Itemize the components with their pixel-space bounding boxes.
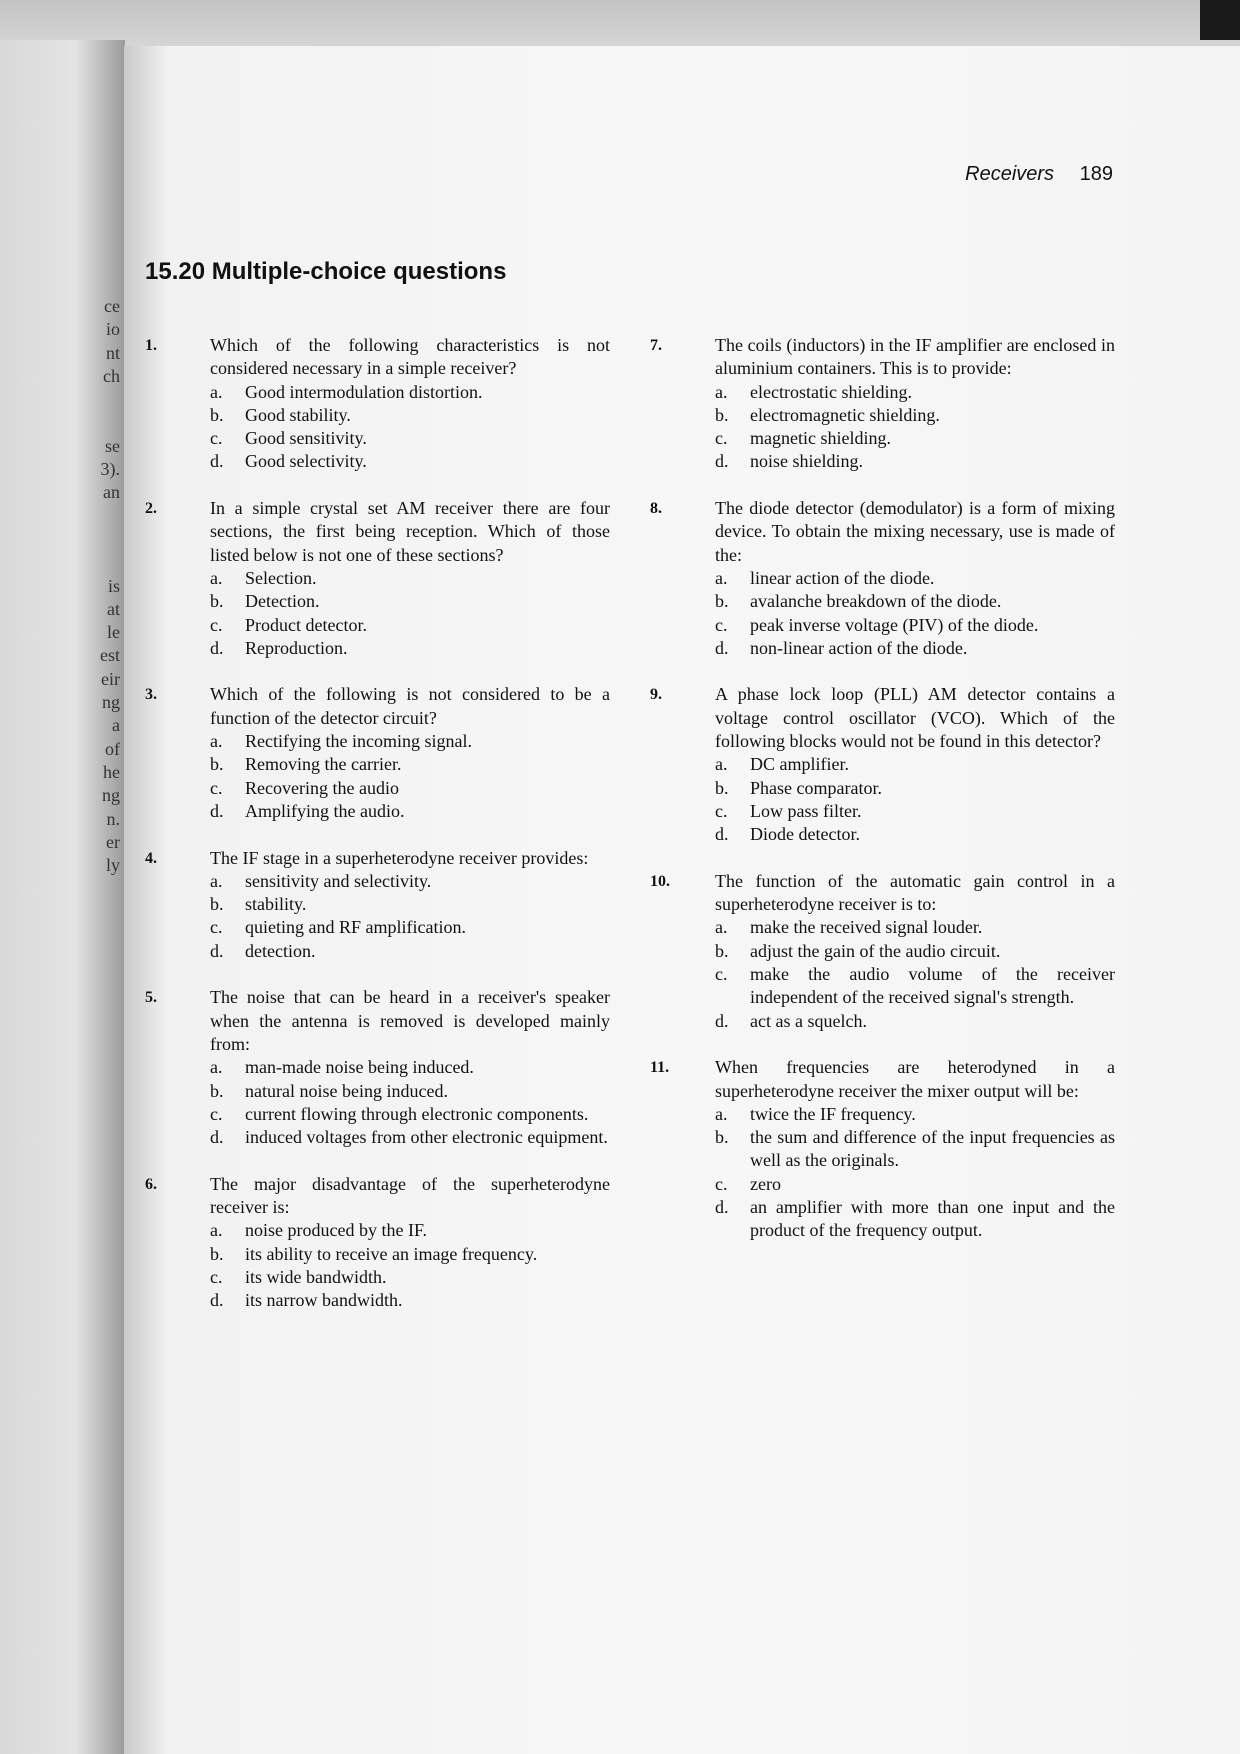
left-page-fragment: n. — [106, 808, 120, 829]
option-text: its wide bandwidth. — [245, 1266, 387, 1287]
left-page-fragment — [0, 505, 120, 528]
answer-option — [715, 1126, 1115, 1173]
option-text: magnetic shielding. — [750, 428, 891, 449]
option-letter: b. — [715, 1127, 729, 1148]
option-text: Good stability. — [245, 404, 351, 425]
option-text: Detection. — [245, 591, 320, 612]
left-page-fragment: se — [105, 435, 120, 456]
answer-option — [715, 963, 1115, 1010]
answer-option — [715, 567, 1115, 590]
option-letter: d. — [715, 824, 729, 845]
option-text: Amplifying the audio. — [245, 800, 405, 821]
option-text: Good selectivity. — [245, 451, 367, 472]
option-letter: a. — [210, 567, 223, 588]
page-number: 189 — [1079, 163, 1113, 185]
question-number: 8. — [650, 500, 662, 518]
option-text: stability. — [245, 894, 307, 915]
option-letter: d. — [715, 1196, 729, 1217]
question-item — [145, 1173, 610, 1313]
question-stem: Which of the following characteristics is not considered necessary in a simple receiver? — [210, 335, 610, 379]
left-page-fragment: eir — [101, 668, 120, 689]
scan-corner-shadow — [1200, 0, 1240, 40]
running-header — [965, 163, 1113, 186]
option-text: act as a squelch. — [750, 1010, 867, 1031]
answer-option — [715, 940, 1115, 963]
answer-option — [210, 1243, 610, 1266]
option-letter: c. — [210, 917, 223, 938]
option-text: Good sensitivity. — [245, 428, 367, 449]
answer-option — [210, 916, 610, 939]
answer-option — [715, 381, 1115, 404]
left-page-fragment — [0, 388, 120, 411]
question-stem: Which of the following is not considered to be a function of the detector circuit? — [210, 684, 610, 728]
answer-option — [210, 870, 610, 893]
left-page-fragment: ng — [102, 785, 120, 806]
question-number: 11. — [650, 1059, 670, 1077]
option-text: linear action of the diode. — [750, 567, 935, 588]
question-item — [650, 334, 1115, 474]
option-text: natural noise being induced. — [245, 1080, 448, 1101]
option-letter: c. — [210, 1266, 223, 1287]
answer-option — [715, 753, 1115, 776]
left-page-fragment — [0, 528, 120, 551]
left-page-fragment — [0, 411, 120, 434]
question-item — [650, 497, 1115, 660]
answer-option — [210, 1266, 610, 1289]
question-stem: A phase lock loop (PLL) AM detector contains a voltage control oscillator (VCO). Which of the following blocks would not be found in this detector? — [715, 684, 1115, 752]
option-text: adjust the gain of the audio circuit. — [750, 940, 1001, 961]
answer-option — [715, 1010, 1115, 1033]
question-number: 1. — [145, 337, 157, 354]
answer-option — [210, 567, 610, 590]
option-letter: b. — [715, 591, 729, 612]
question-number: 5. — [145, 989, 157, 1007]
option-letter: d. — [210, 451, 224, 472]
left-facing-page — [0, 40, 125, 1754]
option-text: Product detector. — [245, 614, 367, 635]
answer-option — [210, 1080, 610, 1103]
option-letter: c. — [715, 964, 728, 985]
left-page-fragment: 3). — [100, 459, 120, 480]
question-item — [650, 1056, 1115, 1242]
question-stem: The diode detector (demodulator) is a form of mixing device. To obtain the mixing necessary, use is made of the: — [715, 498, 1115, 565]
option-letter: d. — [210, 1127, 224, 1148]
question-number: 6. — [145, 1175, 157, 1193]
option-text: Low pass filter. — [750, 800, 862, 821]
option-text: peak inverse voltage (PIV) of the diode. — [750, 614, 1039, 635]
option-letter: a. — [715, 381, 728, 402]
option-letter: b. — [210, 1080, 224, 1101]
answer-option — [210, 427, 610, 450]
question-number: 4. — [145, 849, 157, 867]
option-letter: a. — [715, 754, 728, 775]
question-item — [145, 334, 610, 474]
option-letter: d. — [715, 1010, 729, 1031]
option-text: noise produced by the IF. — [245, 1220, 428, 1241]
question-item — [650, 870, 1115, 1033]
left-page-fragment — [0, 551, 120, 574]
option-text: induced voltages from other electronic equipment. — [245, 1127, 608, 1148]
option-text: an amplifier with more than one input and the product of the frequency output. — [750, 1196, 1115, 1241]
answer-option — [210, 450, 610, 473]
option-letter: b. — [210, 591, 224, 612]
answer-option — [715, 590, 1115, 613]
answer-option — [715, 614, 1115, 637]
option-text: detection. — [245, 940, 316, 961]
option-text: its narrow bandwidth. — [245, 1290, 403, 1311]
option-letter: d. — [210, 940, 224, 961]
option-text: make the received signal louder. — [750, 917, 983, 938]
answer-option — [210, 637, 610, 660]
option-letter: d. — [715, 451, 729, 472]
option-text: avalanche breakdown of the diode. — [750, 591, 1002, 612]
question-stem: The noise that can be heard in a receiver's speaker when the antenna is removed is developed mainly from: — [210, 987, 610, 1054]
left-page-fragment: an — [103, 482, 120, 503]
left-page-text-fragments — [0, 295, 120, 877]
option-text: quieting and RF amplification. — [245, 917, 466, 938]
section-heading: 15.20 Multiple-choice questions — [145, 258, 507, 285]
answer-option — [715, 800, 1115, 823]
option-text: Recovering the audio — [245, 777, 399, 798]
question-stem: The IF stage in a superheterodyne receiver provides: — [210, 847, 589, 868]
option-letter: a. — [210, 1220, 223, 1241]
left-page-fragment: of — [105, 738, 120, 759]
option-letter: b. — [210, 404, 224, 425]
question-number: 2. — [145, 500, 157, 518]
option-letter: c. — [210, 614, 223, 635]
option-text: the sum and difference of the input frequencies as well as the originals. — [750, 1127, 1115, 1171]
left-page-fragment: io — [105, 319, 120, 340]
option-text: Phase comparator. — [750, 777, 882, 798]
option-text: current flowing through electronic components. — [245, 1103, 589, 1124]
option-letter: d. — [210, 800, 224, 821]
question-item — [145, 986, 610, 1149]
option-text: DC amplifier. — [750, 754, 849, 775]
answer-option — [715, 427, 1115, 450]
option-text: non-linear action of the diode. — [750, 637, 968, 658]
option-text: make the audio volume of the receiver independent of the received signal's strength. — [750, 964, 1115, 1008]
question-stem: When frequencies are heterodyned in a superheterodyne receiver the mixer output will be: — [715, 1057, 1115, 1101]
answer-option — [210, 1126, 610, 1149]
answer-option — [210, 940, 610, 963]
option-letter: b. — [715, 940, 729, 961]
option-letter: c. — [715, 800, 728, 821]
scan-top-edge — [0, 0, 1240, 48]
left-page-fragment: ce — [104, 296, 120, 316]
option-letter: a. — [210, 870, 223, 891]
answer-option — [210, 777, 610, 800]
option-text: Diode detector. — [750, 824, 860, 845]
option-letter: b. — [715, 777, 729, 798]
option-text: zero — [750, 1173, 781, 1194]
right-column — [650, 334, 1115, 1266]
option-letter: a. — [210, 1057, 223, 1078]
answer-option — [210, 893, 610, 916]
option-letter: d. — [715, 637, 729, 658]
left-page-fragment: is — [107, 575, 120, 596]
question-item — [145, 683, 610, 823]
left-page-fragment: est — [100, 645, 120, 666]
option-letter: c. — [210, 1103, 223, 1124]
option-letter: c. — [715, 1173, 728, 1194]
answer-option — [715, 1103, 1115, 1126]
running-header-title: Receivers — [965, 163, 1055, 185]
question-stem: The coils (inductors) in the IF amplifier are enclosed in aluminium containers. This is to provide: — [715, 335, 1115, 379]
answer-option — [210, 590, 610, 613]
answer-option — [210, 1103, 610, 1126]
option-letter: c. — [210, 428, 223, 449]
option-text: Good intermodulation distortion. — [245, 381, 483, 402]
question-stem: The major disadvantage of the superheterodyne receiver is: — [210, 1173, 610, 1217]
option-letter: c. — [715, 614, 728, 635]
question-item — [650, 683, 1115, 846]
question-stem: The function of the automatic gain control in a superheterodyne receiver is to: — [715, 870, 1115, 915]
option-letter: b. — [715, 404, 729, 425]
answer-option — [210, 1289, 610, 1312]
answer-option — [210, 753, 610, 776]
option-text: sensitivity and selectivity. — [245, 870, 432, 891]
option-letter: b. — [210, 894, 224, 915]
answer-option — [210, 1056, 610, 1079]
option-text: twice the IF frequency. — [750, 1103, 916, 1124]
option-letter: d. — [210, 637, 224, 658]
option-letter: d. — [210, 1290, 224, 1311]
left-page-fragment: er — [106, 831, 120, 852]
answer-option — [715, 777, 1115, 800]
option-text: its ability to receive an image frequency. — [245, 1243, 538, 1264]
question-item — [145, 847, 610, 963]
question-stem: In a simple crystal set AM receiver there are four sections, the first being reception. Which of those listed below is not one of these sections? — [210, 498, 610, 565]
option-letter: c. — [715, 428, 728, 449]
option-text: noise shielding. — [750, 451, 863, 472]
left-page-fragment: ng — [102, 692, 120, 713]
option-letter: c. — [210, 777, 223, 798]
option-text: Selection. — [245, 567, 317, 588]
option-letter: a. — [715, 917, 728, 938]
option-text: Rectifying the incoming signal. — [245, 731, 472, 752]
answer-option — [210, 381, 610, 404]
answer-option — [210, 1219, 610, 1242]
answer-option — [715, 637, 1115, 660]
option-letter: b. — [210, 754, 224, 775]
question-number: 10. — [650, 872, 670, 890]
option-letter: a. — [715, 567, 728, 588]
answer-option — [210, 800, 610, 823]
left-page-fragment: ch — [103, 365, 120, 386]
option-text: electromagnetic shielding. — [750, 404, 940, 425]
option-letter: b. — [210, 1243, 224, 1264]
left-page-fragment: nt — [105, 342, 120, 363]
left-page-fragment: le — [107, 622, 120, 643]
question-number: 9. — [650, 686, 662, 704]
answer-option — [715, 450, 1115, 473]
question-number: 3. — [145, 686, 157, 704]
left-page-fragment: he — [103, 761, 120, 782]
left-page-fragment: at — [107, 598, 120, 619]
option-letter: a. — [715, 1103, 728, 1124]
answer-option — [210, 614, 610, 637]
option-letter: a. — [210, 731, 223, 752]
option-text: Removing the carrier. — [245, 754, 402, 775]
question-number: 7. — [650, 337, 662, 354]
option-text: man-made noise being induced. — [245, 1057, 474, 1078]
option-text: electrostatic shielding. — [750, 381, 912, 402]
left-page-fragment: ly — [105, 855, 120, 876]
answer-option — [715, 1173, 1115, 1196]
answer-option — [715, 1196, 1115, 1243]
left-page-fragment: a — [112, 715, 120, 736]
left-column — [145, 334, 610, 1336]
answer-option — [210, 730, 610, 753]
option-text: Reproduction. — [245, 637, 348, 658]
answer-option — [715, 916, 1115, 939]
answer-option — [715, 823, 1115, 846]
answer-option — [210, 404, 610, 427]
option-letter: a. — [210, 381, 223, 402]
answer-option — [715, 404, 1115, 427]
question-item — [145, 497, 610, 660]
